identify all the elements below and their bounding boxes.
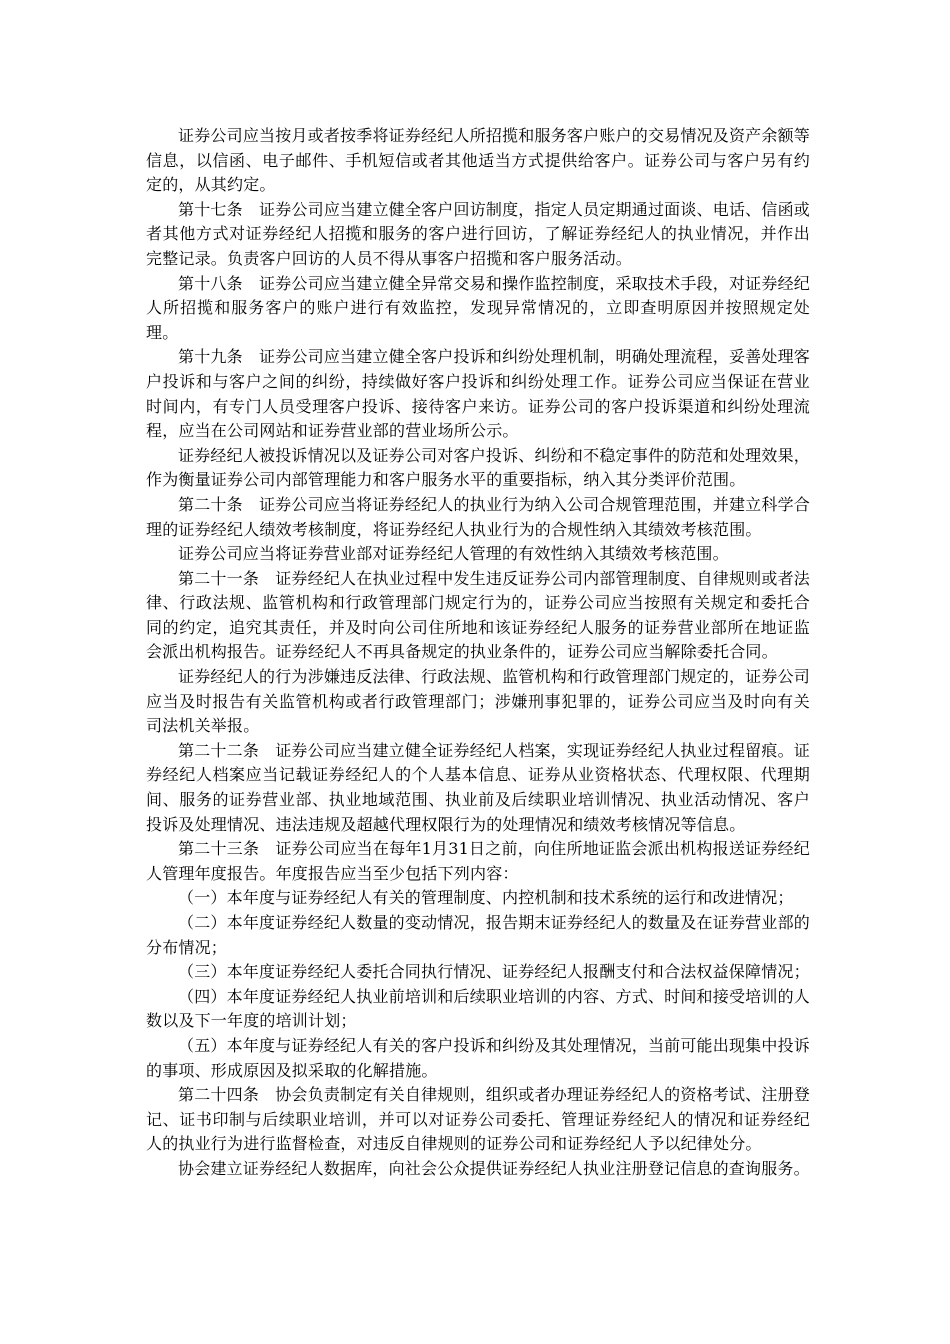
document-body <box>146 124 810 1182</box>
article-22: 第二十二条 证券公司应当建立健全证券经纪人档案，实现证券经纪人执业过程留痕。证券经纪人档案应当记载证券经纪人的个人基本信息、证券从业资格状态、代理权限、代理期间、服务的证券营业部、执业地域范围、执业前及后续职业培训情况、执业活动情况、客户投诉及处理情况、违法违规及超越代理权限行为的处理情况和绩效考核情况等信息。 <box>146 740 810 834</box>
article-19: 第十九条 证券公司应当建立健全客户投诉和纠纷处理机制，明确处理流程，妥善处理客户投诉和与客户之间的纠纷，持续做好客户投诉和纠纷处理工作。证券公司应当保证在营业时间内，有专门人员受理客户投诉、接待客户来访。证券公司的客户投诉渠道和纠纷处理流程，应当在公司网站和证券营业部的营业场所公示。 <box>146 347 810 441</box>
article-24-paragraph-2: 协会建立证券经纪人数据库，向社会公众提供证券经纪人执业注册登记信息的查询服务。 <box>178 1158 810 1178</box>
article-17: 第十七条 证券公司应当建立健全客户回访制度，指定人员定期通过面谈、电话、信函或者其他方式对证券经纪人招揽和服务的客户进行回访，了解证券经纪人的执业情况，并作出完整记录。负责客户回访的人员不得从事客户招揽和客户服务活动。 <box>146 199 810 268</box>
article-23-item-2: （二）本年度证券经纪人数量的变动情况，报告期末证券经纪人的数量及在证券营业部的分布情况； <box>146 913 810 957</box>
article-23-item-1: （一）本年度与证券经纪人有关的管理制度、内控机制和技术系统的运行和改进情况； <box>178 888 794 908</box>
article-23: 第二十三条 证券公司应当在每年1月31日之前，向住所地证监会派出机构报送证券经纪人管理年度报告。年度报告应当至少包括下列内容： <box>146 839 810 883</box>
article-18: 第十八条 证券公司应当建立健全异常交易和操作监控制度，采取技术手段，对证券经纪人所招揽和服务客户的账户进行有效监控，发现异常情况的，立即查明原因并按照规定处理。 <box>146 273 810 342</box>
article-24: 第二十四条 协会负责制定有关自律规则，组织或者办理证券经纪人的资格考试、注册登记、证书印制与后续职业培训，并可以对证券公司委托、管理证券经纪人的情况和证券经纪人的执业行为进行监督检查，对违反自律规则的证券公司和证券经纪人予以纪律处分。 <box>146 1085 810 1154</box>
article-21: 第二十一条 证券经纪人在执业过程中发生违反证券公司内部管理制度、自律规则或者法律、行政法规、监管机构和行政管理部门规定行为的，证券公司应当按照有关规定和委托合同的约定，追究其责任，并及时向公司住所地和该证券经纪人服务的证券营业部所在地证监会派出机构报告。证券经纪人不再具备规定的执业条件的，证券公司应当解除委托合同。 <box>146 568 810 662</box>
paragraph-1: 证券公司应当按月或者按季将证券经纪人所招揽和服务客户账户的交易情况及资产余额等信息，以信函、电子邮件、手机短信或者其他适当方式提供给客户。证券公司与客户另有约定的，从其约定。 <box>146 126 810 195</box>
article-20-paragraph-2: 证券公司应当将证券营业部对证券经纪人管理的有效性纳入其绩效考核范围。 <box>178 544 729 564</box>
article-19-paragraph-2: 证券经纪人被投诉情况以及证券公司对客户投诉、纠纷和不稳定事件的防范和处理效果，作为衡量证券公司内部管理能力和客户服务水平的重要指标，纳入其分类评价范围。 <box>146 445 810 490</box>
article-21-paragraph-2: 证券经纪人的行为涉嫌违反法律、行政法规、监管机构和行政管理部门规定的，证券公司应当及时报告有关监管机构或者行政管理部门；涉嫌刑事犯罪的，证券公司应当及时向有关司法机关举报。 <box>146 667 810 736</box>
article-23-item-5: （五）本年度与证券经纪人有关的客户投诉和纠纷及其处理情况，当前可能出现集中投诉的事项、形成原因及拟采取的化解措施。 <box>146 1035 810 1080</box>
article-23-item-3: （三）本年度证券经纪人委托合同执行情况、证券经纪人报酬支付和合法权益保障情况； <box>178 962 810 982</box>
article-23-item-4: （四）本年度证券经纪人执业前培训和后续职业培训的内容、方式、时间和接受培训的人数以及下一年度的培训计划； <box>146 986 810 1031</box>
article-20: 第二十条 证券公司应当将证券经纪人的执业行为纳入公司合规管理范围，并建立科学合理的证券经纪人绩效考核制度，将证券经纪人执业行为的合规性纳入其绩效考核范围。 <box>146 494 810 539</box>
